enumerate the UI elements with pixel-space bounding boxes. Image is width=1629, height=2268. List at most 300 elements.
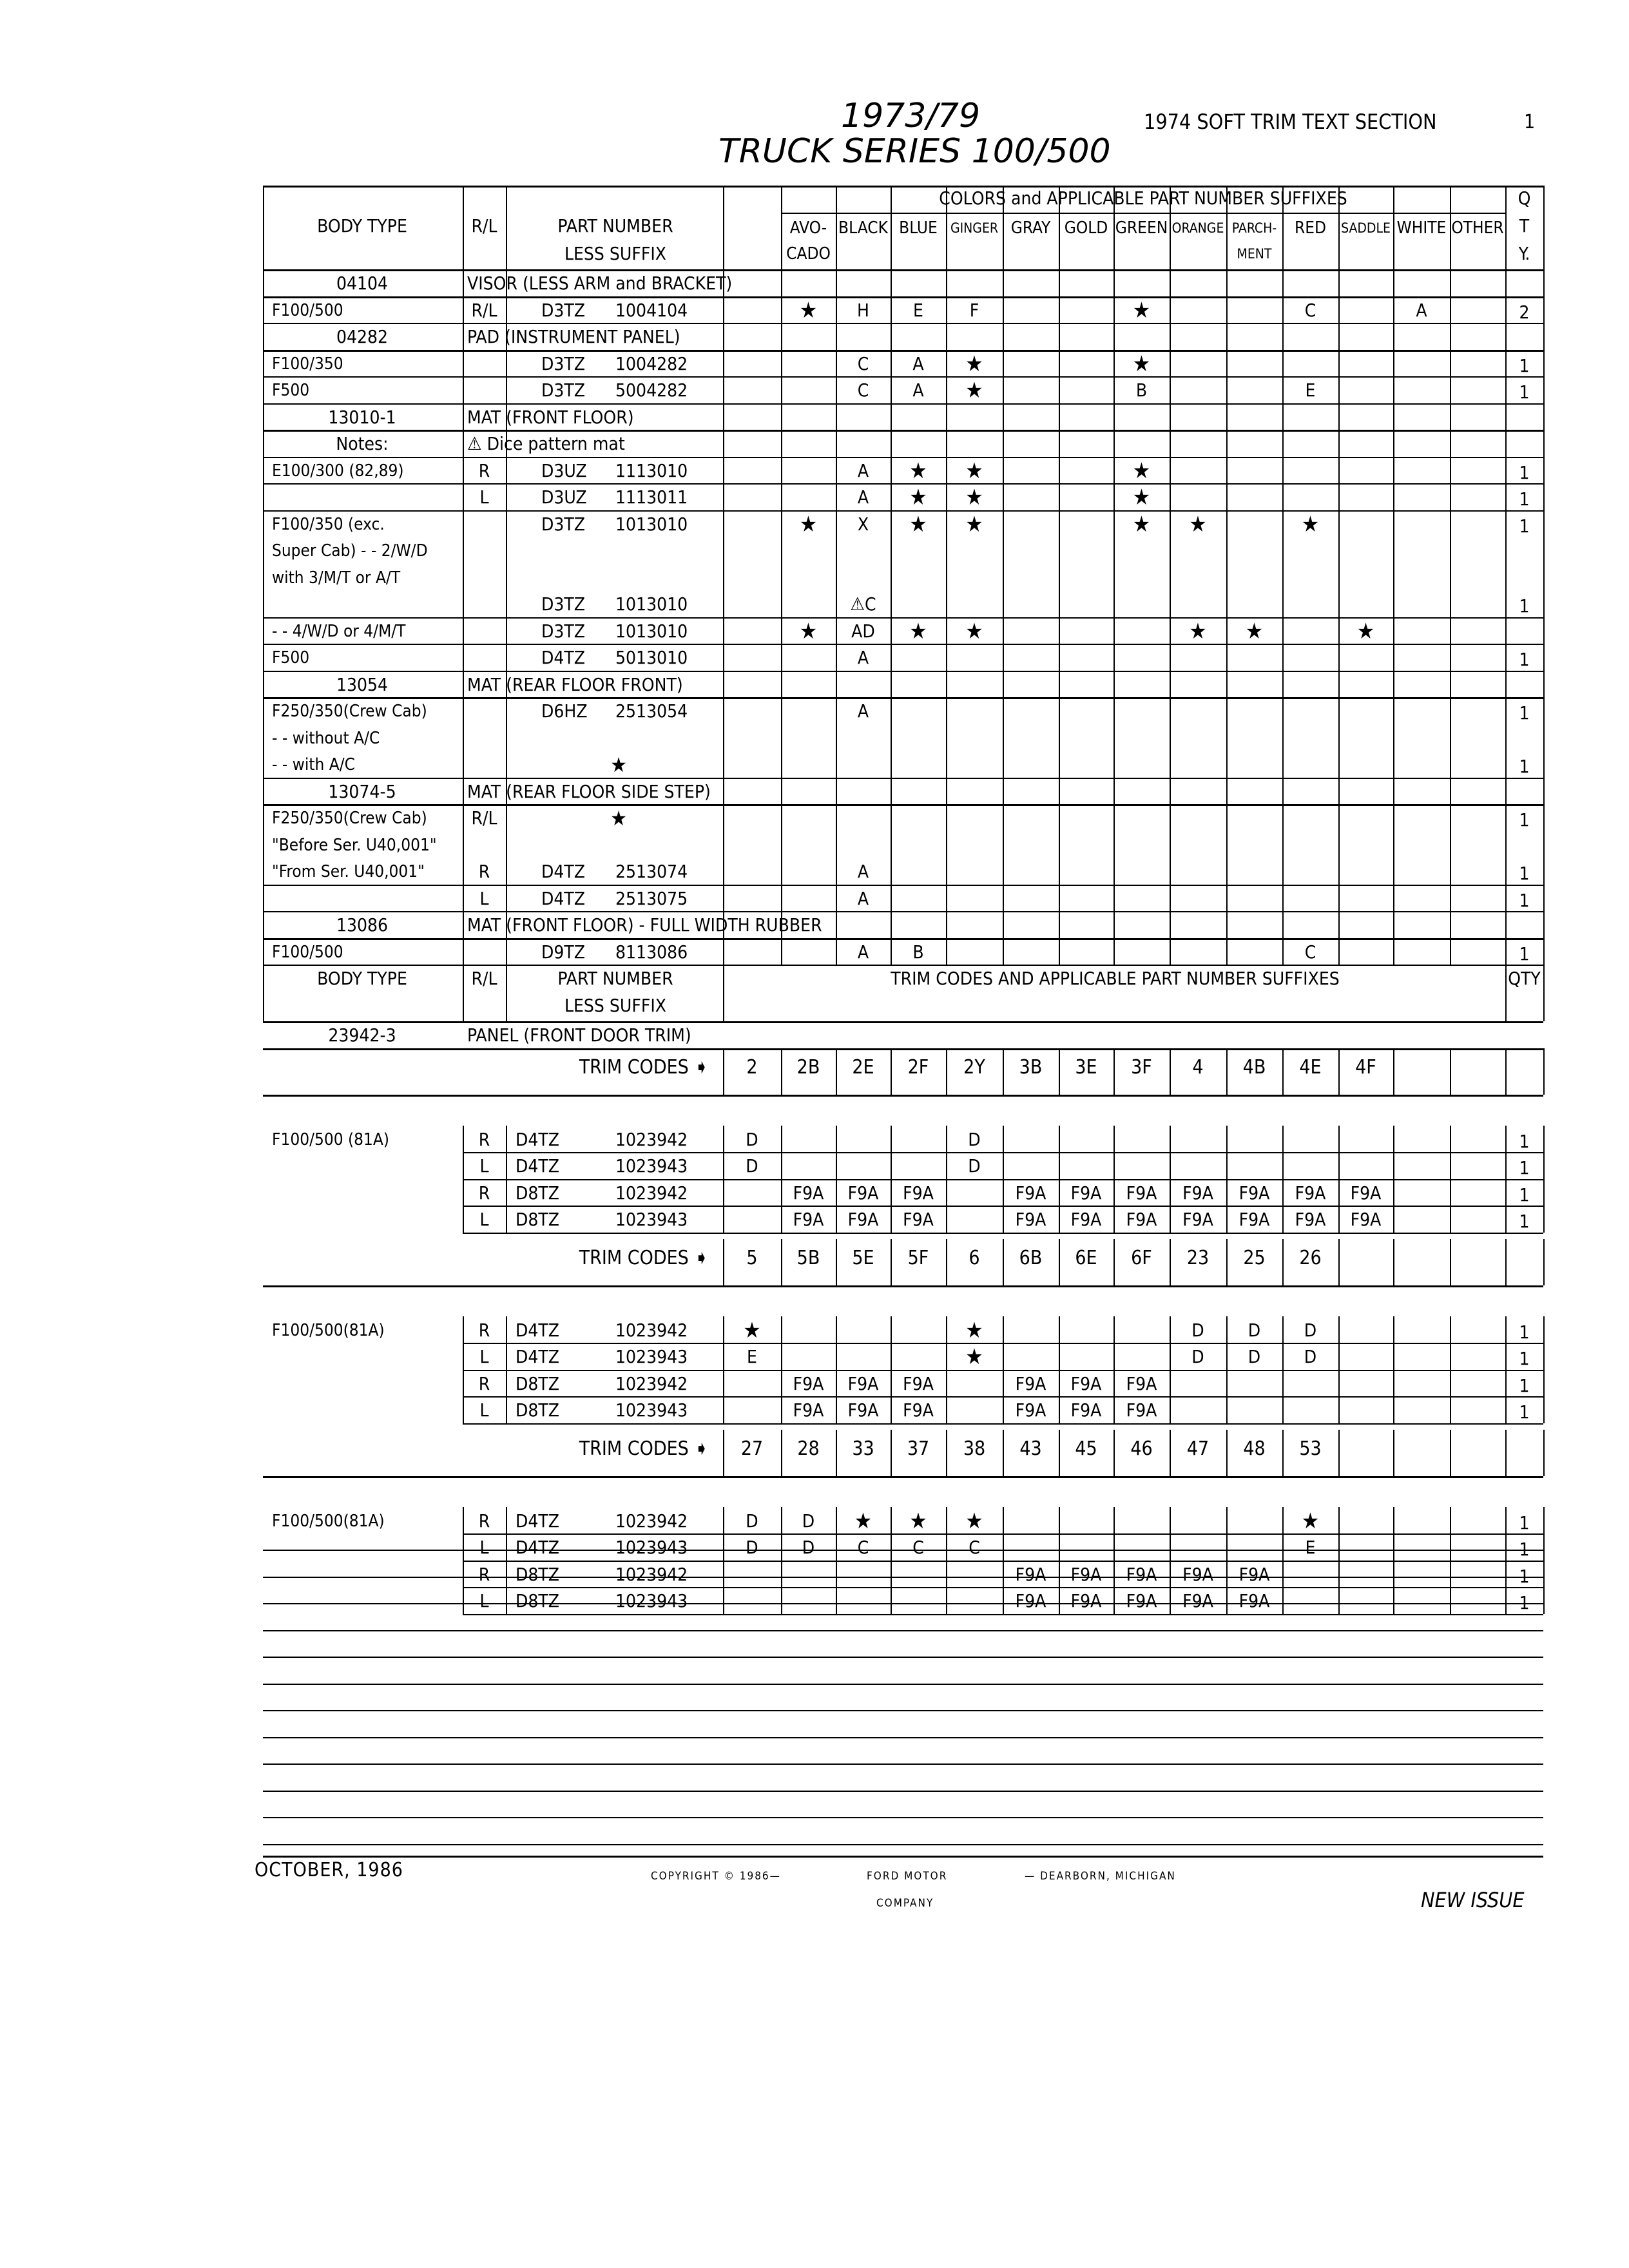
trim-suffix: D	[1191, 1346, 1204, 1367]
part-number: 1113011	[615, 486, 688, 508]
rl-value: L	[479, 1155, 489, 1177]
part-number: 2513075	[615, 887, 688, 909]
column-line	[1450, 1239, 1451, 1285]
qty-value: 2	[1519, 301, 1530, 323]
qty-value: 1	[1519, 1321, 1530, 1343]
column-line	[1450, 1126, 1451, 1233]
rule-line	[263, 1763, 1543, 1765]
rl-value: L	[479, 1209, 489, 1230]
column-line	[1003, 1316, 1004, 1423]
column-line	[1059, 1430, 1060, 1476]
rl-value: L	[479, 887, 489, 909]
rl-value: R	[478, 1510, 490, 1532]
trim-code: 47	[1186, 1437, 1210, 1460]
column-line	[1543, 965, 1545, 1021]
trim-code: 48	[1243, 1437, 1266, 1460]
trim-suffix: F9A	[1070, 1563, 1102, 1585]
column-line	[723, 1507, 724, 1614]
part-prefix: D4TZ	[516, 1319, 560, 1341]
column-line	[781, 186, 782, 965]
star-mark: ★	[1189, 511, 1207, 537]
color-suffix: A	[857, 887, 869, 909]
star-mark: ★	[909, 1508, 927, 1534]
column-line	[1543, 1430, 1545, 1476]
column-line	[506, 1507, 507, 1614]
color-suffix: B	[912, 941, 924, 963]
rl-value: R	[478, 459, 490, 481]
column-line	[1282, 1126, 1284, 1233]
rule-line	[263, 1095, 1543, 1097]
column-line	[1113, 1239, 1115, 1285]
trim-codes-label: TRIM CODES ➧	[579, 1437, 709, 1460]
header-qty-q: Q	[1518, 187, 1531, 209]
part-number: 1023942	[615, 1510, 688, 1532]
column-line	[1003, 1126, 1004, 1233]
color-header-10: SADDLE	[1341, 220, 1391, 236]
part-prefix: D3TZ	[541, 380, 586, 401]
column-line	[781, 1239, 782, 1285]
column-line	[1226, 186, 1228, 965]
note-text: ⚠ Dice pattern mat	[467, 433, 625, 454]
star-mark: ★	[1132, 351, 1151, 377]
rl-value: R/L	[471, 299, 497, 321]
column-line	[1393, 1430, 1394, 1476]
column-line	[1505, 1316, 1507, 1423]
rule-line	[263, 1021, 1543, 1023]
trim-code: 5	[746, 1246, 758, 1269]
trim-header-less-suffix: LESS SUFFIX	[564, 995, 667, 1016]
body-type: F100/500 (81A)	[272, 1129, 390, 1149]
title-year: 1973/79	[841, 97, 981, 135]
column-line	[781, 1048, 782, 1095]
rule-line	[263, 1684, 1543, 1685]
part-number: 1023943	[615, 1155, 688, 1177]
trim-suffix: F9A	[903, 1182, 934, 1204]
rule-line	[263, 938, 1543, 940]
footer-copyright: COPYRIGHT © 1986—	[651, 1870, 781, 1883]
part-prefix: D4TZ	[516, 1537, 560, 1558]
section-code: 04104	[336, 273, 389, 294]
rl-value: L	[479, 1346, 489, 1367]
part-prefix: D8TZ	[516, 1590, 560, 1611]
title-series: TRUCK SERIES 100/500	[718, 132, 1111, 171]
column-line	[1505, 1048, 1507, 1095]
trim-suffix: F9A	[1070, 1209, 1102, 1230]
section-title: PAD (INSTRUMENT PANEL)	[467, 326, 680, 347]
qty-value: 1	[1519, 756, 1530, 777]
body-type: F250/350(Crew Cab)	[272, 702, 427, 721]
rule-line	[263, 483, 1543, 485]
column-line	[781, 1316, 782, 1423]
column-line	[1226, 1430, 1228, 1476]
column-line	[1170, 1316, 1171, 1423]
page-number: 1	[1524, 111, 1536, 133]
header-body-type: BODY TYPE	[317, 215, 407, 236]
rule-line	[263, 1577, 1543, 1578]
qty-value: 1	[1519, 889, 1530, 911]
column-line	[836, 1507, 837, 1614]
rule-line	[263, 1791, 1543, 1792]
star-mark: ★	[909, 511, 927, 537]
rule-line	[263, 296, 1543, 298]
rule-line	[263, 1603, 1543, 1604]
part-prefix: D3TZ	[541, 299, 586, 321]
column-line	[1170, 186, 1171, 965]
rule-line	[781, 213, 1505, 214]
rule-line	[263, 1048, 1543, 1050]
part-prefix: D8TZ	[516, 1182, 560, 1204]
column-line	[1338, 1239, 1340, 1285]
part-number: 1023942	[615, 1128, 688, 1150]
column-line	[1170, 1507, 1171, 1614]
column-line	[463, 186, 464, 965]
qty-value: 1	[1519, 1565, 1530, 1587]
rl-value: R	[478, 861, 490, 882]
body-type: E100/300 (82,89)	[272, 461, 404, 481]
column-line	[1450, 1048, 1451, 1095]
section-code: 13054	[336, 673, 389, 695]
trim-suffix: F9A	[1070, 1182, 1102, 1204]
part-number: 5004282	[615, 380, 688, 401]
trim-code: 46	[1130, 1437, 1153, 1460]
trim-codes-label: TRIM CODES ➧	[579, 1055, 709, 1079]
star-mark: ★	[743, 1317, 761, 1343]
rule-line	[463, 1233, 1543, 1234]
star-mark: ★	[1132, 457, 1151, 484]
part-number: 1013010	[615, 620, 688, 642]
star-mark: ★	[799, 297, 818, 323]
rule-line	[263, 911, 1543, 912]
column-line	[946, 1316, 947, 1423]
rule-line	[263, 403, 1543, 405]
rule-line	[263, 1476, 1543, 1478]
color-header-9: RED	[1294, 218, 1327, 238]
trim-suffix: F9A	[1295, 1209, 1326, 1230]
trim-code: 2B	[796, 1055, 820, 1079]
column-line	[891, 1430, 892, 1476]
part-number: 1013010	[615, 593, 688, 615]
rule-line	[263, 350, 1543, 352]
column-line	[1338, 1507, 1340, 1614]
column-line	[1059, 1239, 1060, 1285]
color-suffix: A	[857, 700, 869, 722]
body-type: F100/350	[272, 354, 343, 374]
trim-suffix: F9A	[1239, 1182, 1270, 1204]
column-line	[836, 1239, 837, 1285]
color-header-0-line2: CADO	[786, 244, 831, 264]
color-suffix: C	[857, 352, 869, 374]
rule-line	[263, 885, 1543, 886]
color-suffix: E	[913, 299, 923, 321]
part-number: 2513054	[615, 700, 688, 722]
rl-value: R	[478, 1319, 490, 1341]
rule-line	[263, 457, 1543, 458]
column-line	[891, 186, 892, 965]
header-qty-t: T	[1519, 215, 1530, 236]
part-prefix: D3UZ	[541, 459, 587, 481]
color-suffix: A	[857, 861, 869, 882]
trim-suffix: F9A	[1239, 1209, 1270, 1230]
column-line	[1450, 186, 1451, 965]
trim-code: 53	[1299, 1437, 1322, 1460]
column-line	[1338, 1430, 1340, 1476]
star-mark: ★	[965, 485, 983, 510]
rl-value: R	[478, 1128, 490, 1150]
trim-suffix: F9A	[1350, 1182, 1382, 1204]
trim-code: 33	[852, 1437, 874, 1460]
rule-line	[263, 671, 1543, 672]
trim-code: 26	[1299, 1246, 1322, 1269]
section-title: 1974 SOFT TRIM TEXT SECTION	[1144, 110, 1437, 134]
column-line	[1505, 1507, 1507, 1614]
part-number: 1023943	[615, 1537, 688, 1558]
rule-line	[263, 1737, 1543, 1738]
qty-value: 1	[1519, 809, 1530, 831]
column-line	[1450, 1430, 1451, 1476]
header-less-suffix: LESS SUFFIX	[564, 243, 667, 264]
part-number: 1113010	[615, 459, 688, 481]
notes-label: Notes:	[336, 433, 389, 454]
part-prefix: D3TZ	[541, 593, 586, 615]
star-mark: ★	[799, 511, 818, 537]
trim-code: 3B	[1019, 1055, 1043, 1079]
column-line	[263, 186, 264, 965]
column-line	[1170, 1239, 1171, 1285]
color-suffix: C	[1304, 941, 1316, 963]
trim-suffix: C	[969, 1537, 980, 1558]
trim-code: 6E	[1075, 1246, 1097, 1269]
column-line	[1393, 1048, 1394, 1095]
part-prefix: D4TZ	[516, 1128, 560, 1150]
color-suffix: A	[857, 941, 869, 963]
star-mark: ★	[854, 1508, 872, 1534]
color-suffix: E	[1305, 380, 1316, 401]
trim-suffix: F9A	[1070, 1372, 1102, 1394]
column-line	[1226, 1126, 1228, 1233]
trim-suffix: F9A	[903, 1372, 934, 1394]
part-prefix: D4TZ	[541, 861, 586, 882]
trim-code: 5B	[796, 1246, 820, 1269]
star-mark: ★	[965, 1508, 983, 1534]
trim-suffix: F9A	[903, 1399, 934, 1421]
section-title: VISOR (LESS ARM and BRACKET)	[467, 273, 733, 294]
column-line	[1393, 1126, 1394, 1233]
column-line	[1543, 1126, 1545, 1233]
column-line	[1003, 1507, 1004, 1614]
color-suffix: C	[1304, 299, 1316, 321]
part-number: 1023942	[615, 1319, 688, 1341]
section-title: MAT (REAR FLOOR FRONT)	[467, 673, 683, 695]
body-type-continued: Super Cab) - - 2/W/D	[272, 541, 428, 561]
column-line	[946, 1430, 947, 1476]
trim-code: 2Y	[963, 1055, 985, 1079]
body-type: "From Ser. U40,001"	[272, 862, 425, 881]
qty-value: 1	[1519, 1401, 1530, 1423]
color-header-2: BLUE	[899, 218, 938, 238]
section-title: MAT (REAR FLOOR SIDE STEP)	[467, 780, 711, 802]
trim-suffix: D	[746, 1537, 758, 1558]
qty-value: 1	[1519, 461, 1530, 483]
body-type: - - 4/W/D or 4/M/T	[272, 621, 406, 641]
trim-code: 4E	[1299, 1055, 1322, 1079]
trim-code: 45	[1075, 1437, 1097, 1460]
body-type: F250/350(Crew Cab)	[272, 809, 427, 828]
rule-line	[263, 1550, 1543, 1551]
qty-value: 1	[1519, 1348, 1530, 1369]
trim-suffix: D	[968, 1155, 981, 1177]
column-line	[1282, 186, 1284, 965]
trim-code: 27	[740, 1437, 764, 1460]
trim-suffix: C	[857, 1537, 869, 1558]
section-code: 23942-3	[328, 1024, 396, 1046]
star-mark: ★	[909, 618, 927, 644]
trim-suffix: F9A	[793, 1209, 824, 1230]
star-mark: ★	[610, 753, 627, 777]
column-line	[1505, 186, 1507, 965]
column-line	[1543, 1507, 1545, 1614]
rule-line	[263, 1285, 1543, 1287]
rule-line	[263, 430, 1543, 432]
column-line	[836, 1126, 837, 1233]
body-type-continued: - - without A/C	[272, 728, 380, 748]
star-mark: ★	[1132, 297, 1151, 323]
trim-suffix: F9A	[847, 1209, 879, 1230]
part-prefix: D9TZ	[541, 941, 586, 963]
column-line	[723, 1126, 724, 1233]
rl-value: L	[479, 486, 489, 508]
trim-suffix: F9A	[1015, 1209, 1046, 1230]
part-prefix: D4TZ	[516, 1510, 560, 1532]
rule-line	[263, 644, 1543, 645]
column-line	[1338, 186, 1340, 965]
qty-value: 1	[1519, 515, 1530, 537]
trim-header-rl: R/L	[471, 968, 497, 989]
star-mark: ★	[909, 457, 927, 484]
column-line	[836, 1430, 837, 1476]
column-line	[723, 1316, 724, 1423]
column-line	[1543, 1316, 1545, 1423]
color-suffix: X	[857, 513, 869, 535]
body-type: F100/500(81A)	[272, 1320, 385, 1340]
column-line	[1113, 1430, 1115, 1476]
part-prefix: D8TZ	[516, 1563, 560, 1585]
trim-suffix: F9A	[847, 1372, 879, 1394]
trim-suffix: F9A	[1015, 1182, 1046, 1204]
column-line	[1505, 1126, 1507, 1233]
trim-suffix: D	[1248, 1319, 1261, 1341]
trim-suffix: D	[746, 1510, 758, 1532]
trim-code: 4	[1192, 1055, 1204, 1079]
column-line	[1003, 1430, 1004, 1476]
qty-value: 1	[1519, 595, 1530, 617]
part-prefix: D8TZ	[516, 1399, 560, 1421]
trim-suffix: F9A	[1350, 1209, 1382, 1230]
column-line	[723, 1239, 724, 1285]
column-line	[781, 1430, 782, 1476]
trim-suffix: F9A	[793, 1399, 824, 1421]
qty-value: 1	[1519, 1184, 1530, 1206]
trim-code: 37	[907, 1437, 930, 1460]
part-number: 5013010	[615, 647, 688, 668]
rule-line	[263, 965, 1543, 966]
trim-code: 5E	[852, 1246, 874, 1269]
header-part-number: PART NUMBER	[557, 215, 673, 236]
trim-suffix: F9A	[1015, 1399, 1046, 1421]
trim-suffix: D	[1248, 1346, 1261, 1367]
column-line	[1113, 1316, 1115, 1423]
column-line	[463, 1316, 464, 1423]
column-line	[946, 1507, 947, 1614]
issue-status: NEW ISSUE	[1421, 1888, 1525, 1912]
part-prefix: D4TZ	[541, 887, 586, 909]
column-line	[1282, 1507, 1284, 1614]
color-header-11: WHITE	[1396, 218, 1447, 238]
column-line	[946, 1126, 947, 1233]
star-mark: ★	[965, 1344, 983, 1370]
part-number: 1023943	[615, 1399, 688, 1421]
qty-value: 1	[1519, 1512, 1530, 1533]
part-number: 1023942	[615, 1563, 688, 1585]
trim-suffix: F9A	[1126, 1372, 1157, 1394]
qty-value: 1	[1519, 863, 1530, 884]
trim-code: 23	[1186, 1246, 1210, 1269]
part-number: 1023942	[615, 1372, 688, 1394]
trim-suffix: F9A	[1239, 1563, 1270, 1585]
rl-value: L	[479, 1399, 489, 1421]
trim-suffix: F9A	[1126, 1590, 1157, 1611]
color-suffix: C	[857, 380, 869, 401]
part-prefix: D6HZ	[541, 700, 588, 722]
part-prefix: D4TZ	[516, 1346, 560, 1367]
star-mark: ★	[610, 806, 627, 831]
trim-suffix: D	[968, 1128, 981, 1150]
header-rl: R/L	[471, 215, 497, 236]
footer-location: — DEARBORN, MICHIGAN	[1025, 1870, 1176, 1883]
column-line	[946, 1239, 947, 1285]
column-line	[1282, 1316, 1284, 1423]
column-line	[891, 1316, 892, 1423]
star-mark: ★	[965, 1317, 983, 1343]
star-mark: ★	[965, 618, 983, 644]
column-line	[1003, 186, 1004, 965]
qty-value: 1	[1519, 1211, 1530, 1232]
rl-value: L	[479, 1537, 489, 1558]
qty-value: 1	[1519, 488, 1530, 510]
trim-header-body-type: BODY TYPE	[317, 968, 407, 989]
part-prefix: D3TZ	[541, 620, 586, 642]
column-line	[946, 186, 947, 965]
column-line	[1338, 1126, 1340, 1233]
trim-suffix: F9A	[1015, 1563, 1046, 1585]
trim-code: 43	[1019, 1437, 1042, 1460]
qty-value: 1	[1519, 1539, 1530, 1560]
trim-code: 38	[963, 1437, 986, 1460]
star-mark: ★	[1189, 618, 1207, 644]
column-line	[1338, 1048, 1340, 1095]
trim-suffix: F9A	[1182, 1590, 1213, 1611]
trim-suffix: F9A	[847, 1182, 879, 1204]
star-mark: ★	[799, 618, 818, 644]
color-suffix: A	[857, 486, 869, 508]
color-header-1: BLACK	[838, 218, 888, 238]
star-mark: ★	[1132, 485, 1151, 510]
star-mark: ★	[1301, 511, 1320, 537]
star-mark: ★	[965, 457, 983, 484]
trim-suffix: F9A	[847, 1399, 879, 1421]
body-type: F100/500	[272, 942, 343, 962]
section-code: 13086	[336, 914, 389, 936]
color-header-5: GOLD	[1064, 218, 1108, 238]
